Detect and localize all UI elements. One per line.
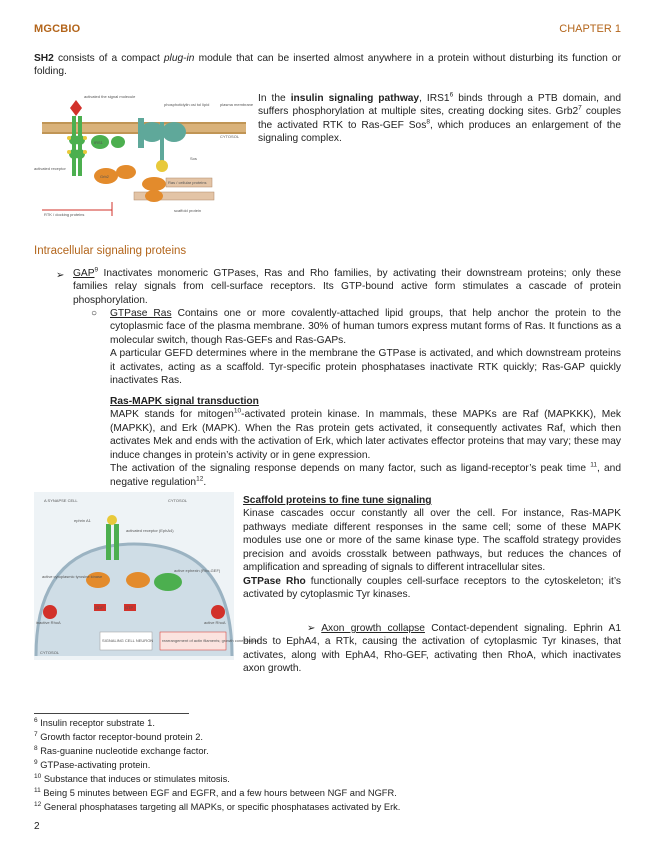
fig2-ephrin-shape — [107, 515, 117, 525]
mapk-text-a: MAPK stands for mitogen — [110, 409, 234, 421]
fig1-irs1-label: IRS1 — [94, 140, 103, 145]
insulin-paragraph — [258, 92, 621, 146]
footnote-7-num: 7 — [34, 730, 38, 738]
mapk-title: Ras-MAPK signal transduction — [110, 396, 259, 407]
footnote-12 — [34, 801, 400, 813]
ras-bullet: ○ — [91, 308, 98, 319]
footnote-7 — [34, 731, 203, 743]
fig2-synapse-label: A SYNAPSE CELL — [44, 498, 78, 503]
gap-text: Inactivates monomeric GTPases, Ras and Rho families, by activating their downstream proteins; only these families relay signals from cell-surface receptors. Its GTP-bound active form stimulates a cascade of protein phosphorylation. — [73, 268, 621, 306]
gap-sup-9: 9 — [94, 266, 99, 274]
section-title: Intracellular signaling proteins — [34, 245, 187, 257]
footnote-6-text: Insulin receptor substrate 1. — [37, 718, 155, 728]
fig2-inactive-rho-label: inactive RhoA — [36, 620, 61, 625]
insulin-signaling-figure — [34, 92, 254, 218]
footnote-8-text: Ras-guanine nucleotide exchange factor. — [37, 746, 209, 756]
footnote-12-num: 12 — [34, 800, 42, 808]
insulin-sup-8: 8 — [426, 118, 430, 126]
axon-text: Contact-dependent signaling. Ephrin A1 binds to EphA4, a RTk, causing the activation of cytoplasmic Tyr kinases, that activates, along with EphA4, Rho-GEF, activating then RhoA, which inactivates axon growth. — [243, 623, 621, 675]
fig2-cytosol-top-label: CYTOSOL — [168, 498, 188, 503]
mapk-text-d: , and negative regulation — [110, 463, 621, 488]
insulin-sup-7: 7 — [578, 105, 582, 113]
fig1-caption: RTK / docking proteins — [44, 212, 85, 217]
footnote-12-text: General phosphatases targeting all MAPKs, or specific phosphatases activated by Erk. — [41, 802, 401, 812]
footnote-10-text: Substance that induces or stimulates mitosis. — [41, 774, 230, 784]
mapk-paragraph — [110, 395, 621, 489]
mapk-text-c: The activation of the signaling response depends on many factor, such as ligand-receptor’s peak time — [110, 463, 591, 475]
fig1-ras-label: Ras / cellular proteins — [168, 180, 207, 185]
footnote-11-num: 11 — [34, 786, 41, 794]
scaffold-text: Kinase cascades occur constantly all over the cell. For instance, Ras-MAPK pathways mediate different responses in the same cell; some of these MAPK modules use one or more of the same kinase type. The scaffold strategy provides precision and avoids crosstalk between pathways, but reduces the chances of amplification and spreading of signals to different intracellular sites. — [243, 508, 621, 574]
axon-term: Axon growth collapse — [321, 623, 425, 634]
footnote-separator — [34, 713, 189, 714]
footnote-11-text: Being 5 minutes between EGF and EGFR, and a few hours between NGF and NGFR. — [40, 788, 397, 798]
ras-paragraph — [110, 307, 621, 388]
footnote-9-text: GTPase-activating protein. — [37, 760, 151, 770]
insulin-text-a: In the — [258, 93, 291, 104]
fig1-membrane-label: plasma membrane — [220, 102, 254, 107]
sh2-text-a: consists of a compact — [53, 53, 164, 64]
footnote-9-num: 9 — [34, 758, 38, 766]
insulin-text-d: couples the activated RTK to Ras-GEF Sos — [258, 106, 621, 131]
fig2-ephrin-label: ephrin A1 — [74, 518, 91, 523]
footnote-7-text: Growth factor receptor-bound protein 2. — [37, 732, 203, 742]
fig1-scaffold-label: scaffold protein — [174, 208, 202, 213]
mapk-sup-11: 11 — [590, 461, 597, 469]
gap-paragraph — [73, 267, 621, 307]
sh2-em: plug-in — [163, 53, 195, 64]
insulin-text-c: binds through a PTB domain, and suffers phosphorylation at multiple sites, creating docking sites. Grb2 — [258, 93, 622, 118]
fig2-gtp-label: GTP — [125, 605, 134, 610]
sh2-term: SH2 — [34, 53, 54, 64]
header-title: MGCBIO — [34, 23, 81, 35]
mapk-sup-10: 10 — [233, 408, 242, 416]
footnote-11 — [34, 787, 397, 799]
fig1-pip-label: phosphotidylin osi tol lipid — [164, 102, 210, 107]
rho-term: GTPase Rho — [243, 575, 306, 587]
fig2-effect-label: rearrangement of actin filaments; growth cone collapse — [162, 638, 260, 643]
footnote-6 — [34, 717, 155, 729]
footnote-8-num: 8 — [34, 744, 38, 752]
mapk-text-e: . — [203, 476, 207, 488]
scaffold-paragraph — [243, 494, 621, 602]
fig2-rho-gef — [154, 573, 182, 591]
fig2-active-rho-label: active RhoA — [204, 620, 226, 625]
footnote-10-num: 10 — [34, 772, 42, 780]
mapk-sup-12: 12 — [196, 475, 204, 483]
gap-bullet: ➢ — [56, 270, 65, 281]
footnote-6-num: 6 — [34, 716, 38, 724]
axon-collapse-figure — [34, 492, 260, 660]
footnote-9 — [34, 759, 150, 771]
footnote-10 — [34, 773, 230, 785]
fig2-gdp-label: GDP — [95, 605, 104, 610]
fig1-sos-label: Sos — [190, 156, 197, 161]
ras-text: Contains one or more covalently-attached lipid groups, that help anchor the protein to the cytoplasmic face of the plasma membrane. 30% of human tumors express mutant forms of Ras. It functions as a molecular switch, though Ras-GEFs and Ras-GAPs. — [110, 308, 621, 346]
fig1-grb2-label: Grb2 — [100, 174, 109, 179]
header-chapter: CHAPTER 1 — [559, 23, 621, 35]
axon-paragraph — [243, 622, 621, 676]
receptor-right-chain — [78, 116, 82, 176]
insulin-term: insulin signaling pathway — [290, 93, 420, 104]
insulin-text-e: , which produces an enlargement of the signaling complex. — [258, 119, 621, 145]
fig2-nucleus-label: SIGNALING CELL NEURON — [102, 638, 154, 643]
fig1-ligand-label: activated the signal molecule — [84, 94, 136, 99]
footnote-8 — [34, 745, 209, 757]
fig2-active-tyr-label: active cytoplasmic tyrosine kinase — [42, 574, 103, 579]
ligand-shape — [70, 100, 82, 116]
ras-term: GTPase Ras — [110, 308, 172, 319]
fig1-activated-label: activated receptor — [34, 166, 66, 171]
insulin-text-b: , IRS1 — [419, 93, 450, 104]
rho-text: functionally couples cell-surface receptors to the cytoskeleton; it’s activated by cytoplasmic Tyr kinases. — [243, 575, 621, 601]
ras-text2: A particular GEFD determines where in the membrane the GTPase is activated, and which downstream proteins it activates, acting as a scaffold. Tyr-specific protein phosphatases inactivate RTK quickly; Ras-GAP quickly inactivates Ras. — [110, 348, 621, 387]
gap-term: GAP — [73, 268, 95, 279]
insulin-sup-6: 6 — [449, 91, 454, 99]
axon-bullet: ➢ — [307, 623, 316, 634]
receptor-left-chain — [72, 116, 76, 176]
scaffold-title: Scaffold proteins to fine tune signaling — [243, 495, 432, 506]
fig1-cytosol-label: CYTOSOL — [220, 134, 240, 139]
page-number: 2 — [34, 821, 40, 832]
fig2-cytosol-bottom-label: CYTOSOL — [40, 650, 60, 655]
sh2-text-b: module that can be inserted almost anywhere in a protein without disturbing its function or folding. — [34, 53, 621, 78]
mapk-text-b: -activated protein kinase. In mammals, these MAPKs are Raf (MAPKKK), Mek (MAPKK), and Erk (MAPK). When the Ras protein gets activated, it consequently activates Raf, which then activates Mek and ends with the activation of Erk, which later activates effector proteins that may vary; these may induce changes in protein’s activity or in gene expression. — [110, 409, 621, 461]
fig2-eph-label: activated receptor (EphA4) — [126, 528, 174, 533]
fig2-rho-gef-label: active ephexin (Rho-GEF) — [174, 568, 221, 573]
sh2-paragraph — [34, 52, 621, 79]
